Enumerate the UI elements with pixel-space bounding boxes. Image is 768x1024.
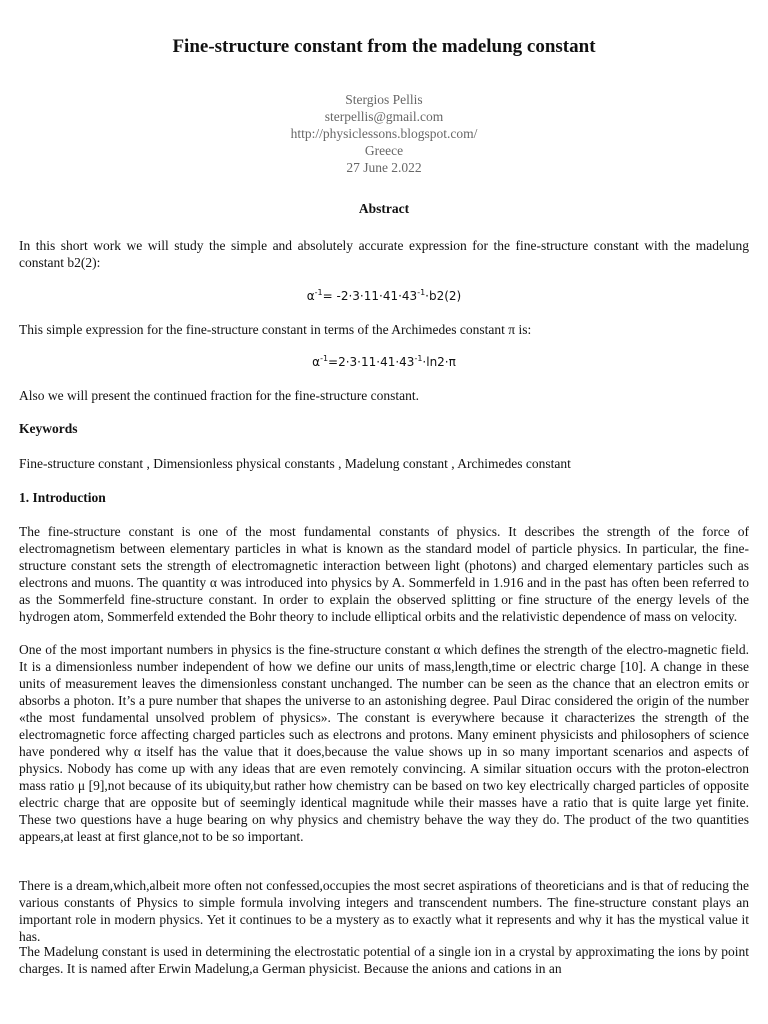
- keywords-heading: Keywords: [19, 421, 78, 436]
- intro-paragraph-4: The Madelung constant is used in determining the electrostatic potential of a single ion in a crystal by approximating the ions by point charges. It is named after Erwin Madelung,a German physicist. Because the anions and cations in an: [19, 944, 749, 976]
- abstract-paragraph-1: In this short work we will study the simple and absolutely accurate expression for the fine-structure constant with the madelung constant b2(2):: [19, 238, 749, 270]
- eq1-lhs: α: [306, 289, 315, 303]
- paper-title: Fine-structure constant from the madelung constant: [172, 36, 596, 57]
- keywords-text: Fine-structure constant , Dimensionless physical constants , Madelung constant , Archimedes constant: [19, 456, 571, 471]
- author-name: Stergios Pellis: [345, 92, 423, 107]
- eq2-mid: =2·3·11·41·43: [328, 355, 415, 369]
- eq2-rhs: ·ln2·π: [422, 355, 456, 369]
- eq1-sup1: -1: [314, 288, 323, 297]
- abstract-paragraph-3: Also we will present the continued fraction for the fine-structure constant.: [19, 388, 419, 403]
- author-block: [19, 91, 749, 176]
- equation-1: [19, 288, 749, 303]
- intro-paragraph-3: There is a dream,which,albeit more often not confessed,occupies the most secret aspirations of theoreticians and is that of reducing the various constants of Physics to simple formula involving integers and transcendent numbers. The fine-structure constant plays an important role in modern physics. Yet it continues to be a mystery as to exactly what it represents and why it has the mystical value it has.: [19, 878, 749, 944]
- author-url[interactable]: http://physiclessons.blogspot.com/: [290, 126, 478, 141]
- abstract-heading: Abstract: [358, 201, 410, 216]
- equation-2: [19, 354, 749, 369]
- paper-date: 27 June 2.022: [346, 160, 422, 175]
- introduction-heading: 1. Introduction: [19, 490, 106, 505]
- intro-paragraph-2: One of the most important numbers in physics is the fine-structure constant α which defines the strength of the electro-magnetic field. It is a dimensionless number independent of how we define our units of mass,length,time or electric charge [10]. A change in these units of measurement leaves the dimensionless constant unchanged. The number can be seen as the chance that an electron emits or absorbs a photon. It’s a pure number that shapes the universe to an astonishing degree. Paul Dirac considered the origin of the number «the most fundamental unsolved problem of physics». The constant is everywhere because it characterizes the strength of the electromagnetic force affecting charged particles such as electrons and protons. Many eminent physicists and philosophers of science have pondered why α itself has the value that it does,because the value shows up in so many important scenarios and aspects of physics. Nobody has come up with any ideas that are even remotely convincing. A similar situation occurs with the proton-electron mass ratio μ [9],not because of its ubiquity,but rather how chemistry can be based on two key electrically charged particles of opposite electric charge that are opposite but of seemingly identical magnitude while their masses have a ratio that is quite large yet finite. These two questions have a huge bearing on why physics and chemistry behave the way they do. The product of the two quantities appears,at least at first glance,not to be so important.: [19, 642, 749, 844]
- eq2-lhs: α: [312, 355, 321, 369]
- eq1-mid: = -2·3·11·41·43: [322, 289, 418, 303]
- eq2-sup1: -1: [320, 354, 329, 363]
- intro-paragraph-1: The fine-structure constant is one of the most fundamental constants of physics. It describes the strength of the force of electromagnetism between elementary particles in what is known as the standard model of particle physics. In particular, the fine-structure constant sets the strength of electromagnetic interaction between light (photons) and charged elementary particles such as electrons and muons. The quantity α was introduced into physics by A. Sommerfeld in 1.916 and in the past has often been referred to as the Sommerfeld fine-structure constant. In order to explain the observed splitting or fine structure of the energy levels of the hydrogen atom, Sommerfeld extended the Bohr theory to include elliptical orbits and the relativistic dependence of mass on velocity.: [19, 524, 749, 624]
- eq1-rhs: ·b2(2): [425, 289, 462, 303]
- eq2-sup2: -1: [414, 354, 423, 363]
- author-country: Greece: [364, 143, 404, 158]
- abstract-paragraph-2: This simple expression for the fine-structure constant in terms of the Archimedes constant π is:: [19, 322, 532, 337]
- eq1-sup2: -1: [417, 288, 426, 297]
- author-email[interactable]: sterpellis@gmail.com: [324, 109, 444, 124]
